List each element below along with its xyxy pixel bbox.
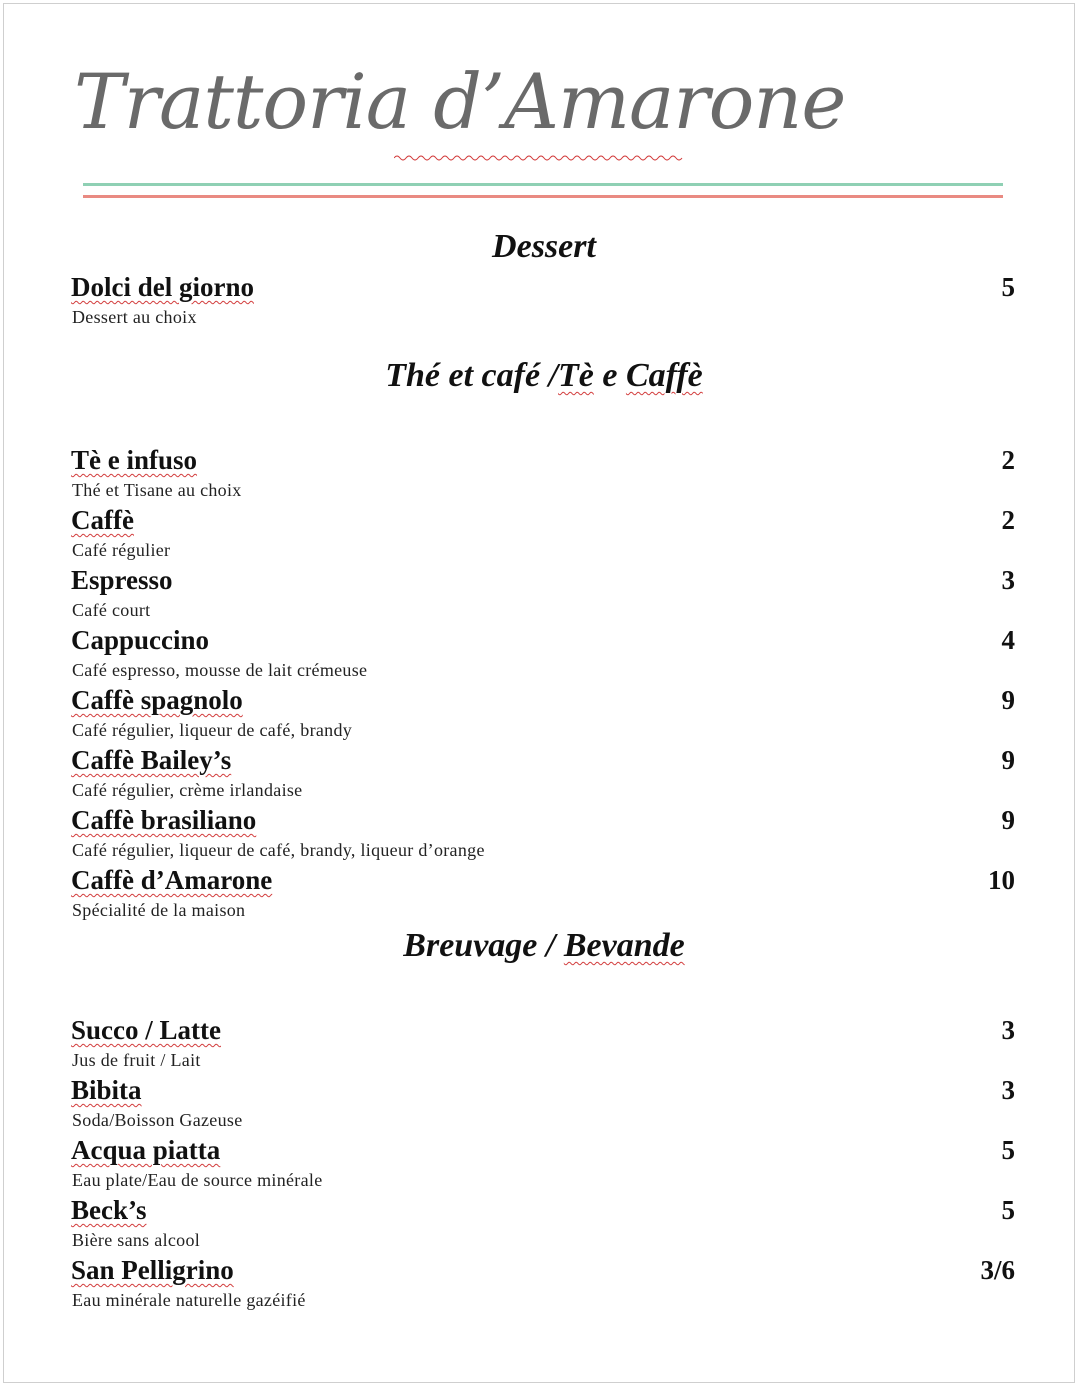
item-name: Beck’s — [71, 1195, 147, 1225]
item-description: Dessert au choix — [72, 307, 197, 327]
item-price: 9 — [1001, 685, 1015, 715]
divider-green — [83, 183, 1003, 186]
menu-item — [71, 567, 1015, 623]
item-price: 2 — [1001, 445, 1015, 475]
item-price: 5 — [1001, 1135, 1015, 1165]
item-price: 2 — [1001, 505, 1015, 535]
item-description: Bière sans alcool — [72, 1230, 201, 1250]
section-title-part: Bevande — [563, 927, 685, 964]
item-description: Jus de fruit / Lait — [72, 1050, 201, 1070]
menu-item — [71, 627, 1015, 683]
item-price: 3 — [1001, 565, 1015, 595]
section-title-part: Caffè — [625, 357, 703, 394]
item-price: 3/6 — [980, 1255, 1015, 1285]
item-description: Café régulier, liqueur de café, brandy, liqueur d’orange — [72, 840, 485, 860]
item-name: San Pelligrino — [71, 1255, 234, 1285]
divider-red — [83, 195, 1003, 198]
item-name: Tè e infuso — [71, 445, 198, 475]
item-name: Succo / Latte — [71, 1015, 221, 1045]
menu-item — [71, 1017, 1015, 1073]
menu-item — [71, 1137, 1015, 1193]
item-name: Caffè brasiliano — [71, 805, 257, 835]
item-price: 10 — [988, 865, 1015, 895]
item-name: Espresso — [71, 565, 173, 595]
menu-item — [71, 507, 1015, 563]
item-price: 4 — [1001, 625, 1015, 655]
section-title-breuvage — [4, 929, 1080, 963]
spellcheck-squiggle — [394, 154, 686, 162]
item-name: Caffè — [71, 505, 134, 535]
item-description: Eau minérale naturelle gazéifié — [72, 1290, 306, 1310]
item-description: Café régulier, liqueur de café, brandy — [72, 720, 353, 740]
section-title-part: e — [593, 357, 626, 394]
item-name: Acqua piatta — [71, 1135, 221, 1165]
item-price: 9 — [1001, 805, 1015, 835]
menu-item — [71, 1257, 1015, 1313]
item-name: Cappuccino — [71, 625, 210, 655]
item-name: Caffè d’Amarone — [71, 865, 273, 895]
menu-item — [71, 687, 1015, 743]
item-description: Café espresso, mousse de lait crémeuse — [72, 660, 368, 680]
menu-item — [71, 1077, 1015, 1133]
section-title-the-cafe — [4, 359, 1080, 393]
item-description: Spécialité de la maison — [72, 900, 246, 920]
item-description: Café régulier, crème irlandaise — [72, 780, 303, 800]
menu-page — [3, 3, 1075, 1383]
section-title-part: Thé et café / — [385, 357, 558, 394]
item-description: Café régulier — [72, 540, 171, 560]
menu-item — [71, 1197, 1015, 1253]
menu-item — [71, 274, 1015, 330]
item-description: Soda/Boisson Gazeuse — [72, 1110, 243, 1130]
menu-item — [71, 807, 1015, 863]
item-description: Café court — [72, 600, 151, 620]
item-price: 3 — [1001, 1015, 1015, 1045]
section-title-dessert — [4, 230, 1080, 264]
item-description: Thé et Tisane au choix — [72, 480, 242, 500]
item-price: 5 — [1001, 272, 1015, 302]
item-description: Eau plate/Eau de source minérale — [72, 1170, 323, 1190]
item-name: Caffè spagnolo — [71, 685, 243, 715]
menu-item — [71, 867, 1015, 923]
item-price: 9 — [1001, 745, 1015, 775]
item-name: Caffè Bailey’s — [71, 745, 232, 775]
menu-item — [71, 447, 1015, 503]
item-price: 3 — [1001, 1075, 1015, 1105]
section-title-text: Dessert — [492, 228, 596, 265]
item-price: 5 — [1001, 1195, 1015, 1225]
restaurant-logo: Trattoria d’Amarone — [74, 57, 846, 146]
menu-item — [71, 747, 1015, 803]
section-title-part: Tè — [558, 357, 594, 394]
section-title-part: Breuvage / — [403, 927, 564, 964]
item-name: Bibita — [71, 1075, 142, 1105]
item-name: Dolci del giorno — [71, 272, 254, 302]
